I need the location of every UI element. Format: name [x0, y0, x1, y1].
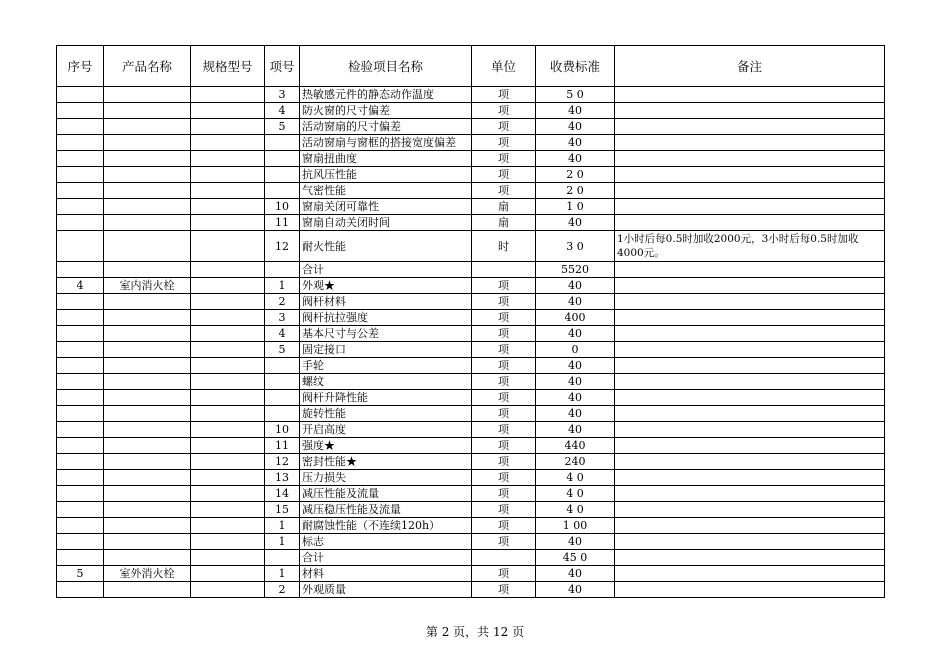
cell-item: 12: [265, 231, 300, 262]
cell-spec: [191, 310, 265, 326]
cell-unit: 时: [472, 231, 536, 262]
cell-note: [615, 390, 885, 406]
cell-name: 耐腐蚀性能（不连续120h）: [300, 518, 472, 534]
cell-item: [265, 358, 300, 374]
cell-product: [104, 310, 191, 326]
table-row: [57, 422, 885, 438]
cell-item: 4: [265, 326, 300, 342]
cell-spec: [191, 438, 265, 454]
cell-spec: [191, 374, 265, 390]
cell-product: [104, 103, 191, 119]
cell-product: [104, 454, 191, 470]
cell-note: [615, 422, 885, 438]
cell-item: 10: [265, 199, 300, 215]
cell-item: 14: [265, 486, 300, 502]
cell-seq: [57, 518, 104, 534]
cell-item: [265, 183, 300, 199]
header-note: 备注: [615, 46, 885, 87]
table-row: [57, 582, 885, 598]
cell-spec: [191, 406, 265, 422]
table-row: [57, 454, 885, 470]
fee-table: [56, 45, 885, 598]
cell-unit: [472, 262, 536, 278]
table-row: [57, 151, 885, 167]
header-spec: 规格型号: [191, 46, 265, 87]
cell-product: [104, 438, 191, 454]
cell-note: [615, 470, 885, 486]
table-row: [57, 358, 885, 374]
cell-spec: [191, 518, 265, 534]
cell-name: 外观质量: [300, 582, 472, 598]
cell-unit: 项: [472, 502, 536, 518]
cell-name: 阀杆抗拉强度: [300, 310, 472, 326]
cell-spec: [191, 422, 265, 438]
cell-seq: [57, 374, 104, 390]
cell-item: 1: [265, 534, 300, 550]
cell-name: 旋转性能: [300, 406, 472, 422]
cell-name: 阀杆材料: [300, 294, 472, 310]
cell-note: [615, 454, 885, 470]
cell-product: [104, 183, 191, 199]
cell-spec: [191, 262, 265, 278]
cell-product: 室外消火栓: [104, 566, 191, 582]
cell-product: 室内消火栓: [104, 278, 191, 294]
cell-product: [104, 358, 191, 374]
cell-seq: [57, 87, 104, 103]
cell-seq: [57, 167, 104, 183]
cell-fee: 0: [536, 342, 615, 358]
cell-fee: 40: [536, 215, 615, 231]
table-row: [57, 502, 885, 518]
cell-fee: 1 00: [536, 518, 615, 534]
cell-fee: 440: [536, 438, 615, 454]
cell-product: [104, 199, 191, 215]
header-name: 检验项目名称: [300, 46, 472, 87]
cell-spec: [191, 342, 265, 358]
cell-note: [615, 374, 885, 390]
cell-product: [104, 374, 191, 390]
cell-fee: 40: [536, 534, 615, 550]
cell-unit: 项: [472, 135, 536, 151]
cell-fee: 40: [536, 326, 615, 342]
table-row: [57, 486, 885, 502]
cell-product: [104, 231, 191, 262]
cell-product: [104, 119, 191, 135]
cell-seq: [57, 231, 104, 262]
cell-note: [615, 215, 885, 231]
cell-name: 活动窗扇与窗框的搭接宽度偏差: [300, 135, 472, 151]
cell-unit: 项: [472, 278, 536, 294]
table-row: [57, 550, 885, 566]
cell-note: [615, 326, 885, 342]
cell-name: 合计: [300, 262, 472, 278]
table-row: [57, 231, 885, 262]
cell-seq: 5: [57, 566, 104, 582]
table-row: [57, 87, 885, 103]
cell-seq: [57, 199, 104, 215]
cell-spec: [191, 390, 265, 406]
cell-seq: 4: [57, 278, 104, 294]
cell-seq: [57, 135, 104, 151]
cell-fee: 2 0: [536, 183, 615, 199]
cell-spec: [191, 566, 265, 582]
cell-seq: [57, 358, 104, 374]
cell-item: [265, 550, 300, 566]
cell-seq: [57, 422, 104, 438]
cell-item: 11: [265, 438, 300, 454]
cell-unit: 项: [472, 342, 536, 358]
cell-seq: [57, 151, 104, 167]
cell-product: [104, 502, 191, 518]
header-item: 项号: [265, 46, 300, 87]
cell-product: [104, 470, 191, 486]
cell-note: [615, 358, 885, 374]
cell-fee: 40: [536, 566, 615, 582]
cell-fee: 1 0: [536, 199, 615, 215]
cell-fee: 400: [536, 310, 615, 326]
cell-name: 密封性能★: [300, 454, 472, 470]
cell-fee: 40: [536, 406, 615, 422]
cell-product: [104, 326, 191, 342]
cell-product: [104, 342, 191, 358]
cell-spec: [191, 550, 265, 566]
cell-fee: 2 0: [536, 167, 615, 183]
cell-name: 固定接口: [300, 342, 472, 358]
cell-product: [104, 390, 191, 406]
cell-note: [615, 550, 885, 566]
cell-item: [265, 374, 300, 390]
cell-item: [265, 167, 300, 183]
cell-note: [615, 294, 885, 310]
cell-spec: [191, 326, 265, 342]
cell-unit: 项: [472, 518, 536, 534]
cell-name: 耐火性能: [300, 231, 472, 262]
cell-seq: [57, 390, 104, 406]
cell-product: [104, 534, 191, 550]
cell-item: 13: [265, 470, 300, 486]
cell-spec: [191, 215, 265, 231]
cell-name: 窗扇扭曲度: [300, 151, 472, 167]
cell-note: [615, 183, 885, 199]
table-row: [57, 310, 885, 326]
cell-item: [265, 406, 300, 422]
header-unit: 单位: [472, 46, 536, 87]
cell-spec: [191, 470, 265, 486]
cell-name: 强度★: [300, 438, 472, 454]
cell-note: [615, 486, 885, 502]
cell-seq: [57, 103, 104, 119]
cell-fee: 40: [536, 358, 615, 374]
cell-unit: [472, 550, 536, 566]
table-row: [57, 294, 885, 310]
cell-item: 11: [265, 215, 300, 231]
cell-item: 3: [265, 310, 300, 326]
cell-note: [615, 103, 885, 119]
table-row: [57, 374, 885, 390]
cell-name: 活动窗扇的尺寸偏差: [300, 119, 472, 135]
cell-fee: 4 0: [536, 502, 615, 518]
cell-note: [615, 582, 885, 598]
cell-name: 手轮: [300, 358, 472, 374]
cell-fee: 40: [536, 374, 615, 390]
cell-seq: [57, 183, 104, 199]
cell-unit: 项: [472, 294, 536, 310]
cell-fee: 40: [536, 294, 615, 310]
cell-note: [615, 342, 885, 358]
cell-product: [104, 262, 191, 278]
cell-item: [265, 262, 300, 278]
cell-spec: [191, 183, 265, 199]
cell-note: 1小时后每0.5时加收2000元，3小时后每0.5时加收4000元。: [615, 231, 885, 262]
table-row: [57, 470, 885, 486]
table-row: [57, 215, 885, 231]
cell-note: [615, 87, 885, 103]
cell-note: [615, 406, 885, 422]
cell-note: [615, 534, 885, 550]
cell-name: 开启高度: [300, 422, 472, 438]
cell-item: 2: [265, 582, 300, 598]
cell-seq: [57, 119, 104, 135]
cell-item: 1: [265, 278, 300, 294]
cell-seq: [57, 582, 104, 598]
cell-name: 外观★: [300, 278, 472, 294]
cell-fee: 4 0: [536, 486, 615, 502]
cell-fee: 3 0: [536, 231, 615, 262]
cell-note: [615, 119, 885, 135]
cell-spec: [191, 231, 265, 262]
cell-item: [265, 135, 300, 151]
cell-product: [104, 151, 191, 167]
cell-note: [615, 566, 885, 582]
cell-note: [615, 310, 885, 326]
cell-seq: [57, 406, 104, 422]
cell-product: [104, 406, 191, 422]
cell-name: 减压稳压性能及流量: [300, 502, 472, 518]
cell-name: 抗风压性能: [300, 167, 472, 183]
cell-seq: [57, 502, 104, 518]
cell-fee: 240: [536, 454, 615, 470]
cell-unit: 项: [472, 310, 536, 326]
cell-unit: 项: [472, 390, 536, 406]
cell-name: 阀杆升降性能: [300, 390, 472, 406]
cell-note: [615, 262, 885, 278]
cell-fee: 40: [536, 582, 615, 598]
cell-note: [615, 278, 885, 294]
cell-product: [104, 550, 191, 566]
cell-fee: 40: [536, 278, 615, 294]
cell-unit: 项: [472, 566, 536, 582]
cell-product: [104, 518, 191, 534]
header-row: [57, 46, 885, 87]
table-row: [57, 199, 885, 215]
cell-item: 3: [265, 87, 300, 103]
table-row: [57, 135, 885, 151]
cell-seq: [57, 262, 104, 278]
cell-unit: 扇: [472, 199, 536, 215]
cell-name: 基本尺寸与公差: [300, 326, 472, 342]
table-row: [57, 390, 885, 406]
cell-name: 标志: [300, 534, 472, 550]
cell-item: 1: [265, 518, 300, 534]
cell-seq: [57, 326, 104, 342]
table-row: [57, 119, 885, 135]
cell-unit: 项: [472, 183, 536, 199]
cell-spec: [191, 151, 265, 167]
cell-note: [615, 135, 885, 151]
cell-seq: [57, 438, 104, 454]
cell-spec: [191, 502, 265, 518]
cell-note: [615, 167, 885, 183]
cell-spec: [191, 358, 265, 374]
cell-unit: 项: [472, 167, 536, 183]
cell-product: [104, 486, 191, 502]
cell-note: [615, 518, 885, 534]
cell-product: [104, 167, 191, 183]
cell-fee: 5 0: [536, 87, 615, 103]
cell-spec: [191, 454, 265, 470]
header-product: 产品名称: [104, 46, 191, 87]
cell-spec: [191, 294, 265, 310]
cell-spec: [191, 534, 265, 550]
cell-unit: 项: [472, 119, 536, 135]
cell-product: [104, 422, 191, 438]
cell-spec: [191, 486, 265, 502]
cell-fee: 4 0: [536, 470, 615, 486]
table-row: [57, 566, 885, 582]
table-row: [57, 406, 885, 422]
cell-spec: [191, 199, 265, 215]
cell-unit: 项: [472, 358, 536, 374]
cell-fee: 40: [536, 103, 615, 119]
cell-fee: 45 0: [536, 550, 615, 566]
table-row: [57, 534, 885, 550]
cell-note: [615, 199, 885, 215]
cell-product: [104, 135, 191, 151]
cell-spec: [191, 87, 265, 103]
cell-seq: [57, 470, 104, 486]
table-row: [57, 438, 885, 454]
cell-unit: 扇: [472, 215, 536, 231]
cell-spec: [191, 103, 265, 119]
cell-seq: [57, 486, 104, 502]
cell-note: [615, 438, 885, 454]
cell-name: 窗扇自动关闭时间: [300, 215, 472, 231]
cell-name: 材料: [300, 566, 472, 582]
table-row: [57, 103, 885, 119]
cell-item: 2: [265, 294, 300, 310]
cell-fee: 40: [536, 151, 615, 167]
cell-note: [615, 502, 885, 518]
cell-fee: 40: [536, 135, 615, 151]
cell-seq: [57, 550, 104, 566]
cell-name: 压力损失: [300, 470, 472, 486]
cell-name: 螺纹: [300, 374, 472, 390]
cell-spec: [191, 135, 265, 151]
cell-name: 热敏感元件的静态动作温度: [300, 87, 472, 103]
cell-item: 4: [265, 103, 300, 119]
cell-name: 气密性能: [300, 183, 472, 199]
cell-seq: [57, 454, 104, 470]
cell-unit: 项: [472, 326, 536, 342]
table-row: [57, 342, 885, 358]
cell-product: [104, 215, 191, 231]
cell-name: 窗扇关闭可靠性: [300, 199, 472, 215]
cell-unit: 项: [472, 582, 536, 598]
cell-spec: [191, 582, 265, 598]
table-row: [57, 167, 885, 183]
table-row: [57, 326, 885, 342]
page-footer: 第 2 页，共 12 页: [425, 625, 525, 639]
cell-note: [615, 151, 885, 167]
cell-name: 减压性能及流量: [300, 486, 472, 502]
cell-unit: 项: [472, 422, 536, 438]
cell-fee: 40: [536, 422, 615, 438]
cell-seq: [57, 534, 104, 550]
table-row: [57, 183, 885, 199]
cell-unit: 项: [472, 151, 536, 167]
cell-spec: [191, 119, 265, 135]
cell-seq: [57, 342, 104, 358]
cell-seq: [57, 294, 104, 310]
cell-item: 5: [265, 342, 300, 358]
header-seq: 序号: [57, 46, 104, 87]
cell-item: 12: [265, 454, 300, 470]
cell-unit: 项: [472, 534, 536, 550]
cell-item: 5: [265, 119, 300, 135]
cell-unit: 项: [472, 470, 536, 486]
cell-item: [265, 390, 300, 406]
cell-unit: 项: [472, 486, 536, 502]
cell-product: [104, 582, 191, 598]
cell-seq: [57, 215, 104, 231]
cell-product: [104, 294, 191, 310]
cell-name: 合计: [300, 550, 472, 566]
cell-name: 防火窗的尺寸偏差: [300, 103, 472, 119]
cell-fee: 40: [536, 390, 615, 406]
cell-fee: 5520: [536, 262, 615, 278]
table-row: [57, 278, 885, 294]
table-row: [57, 262, 885, 278]
cell-unit: 项: [472, 103, 536, 119]
cell-unit: 项: [472, 406, 536, 422]
cell-item: 15: [265, 502, 300, 518]
table-row: [57, 518, 885, 534]
cell-item: 10: [265, 422, 300, 438]
cell-unit: 项: [472, 374, 536, 390]
cell-product: [104, 87, 191, 103]
cell-unit: 项: [472, 454, 536, 470]
cell-fee: 40: [536, 119, 615, 135]
cell-item: [265, 151, 300, 167]
cell-unit: 项: [472, 87, 536, 103]
cell-spec: [191, 278, 265, 294]
header-fee: 收费标准: [536, 46, 615, 87]
cell-unit: 项: [472, 438, 536, 454]
cell-item: 1: [265, 566, 300, 582]
cell-seq: [57, 310, 104, 326]
cell-spec: [191, 167, 265, 183]
